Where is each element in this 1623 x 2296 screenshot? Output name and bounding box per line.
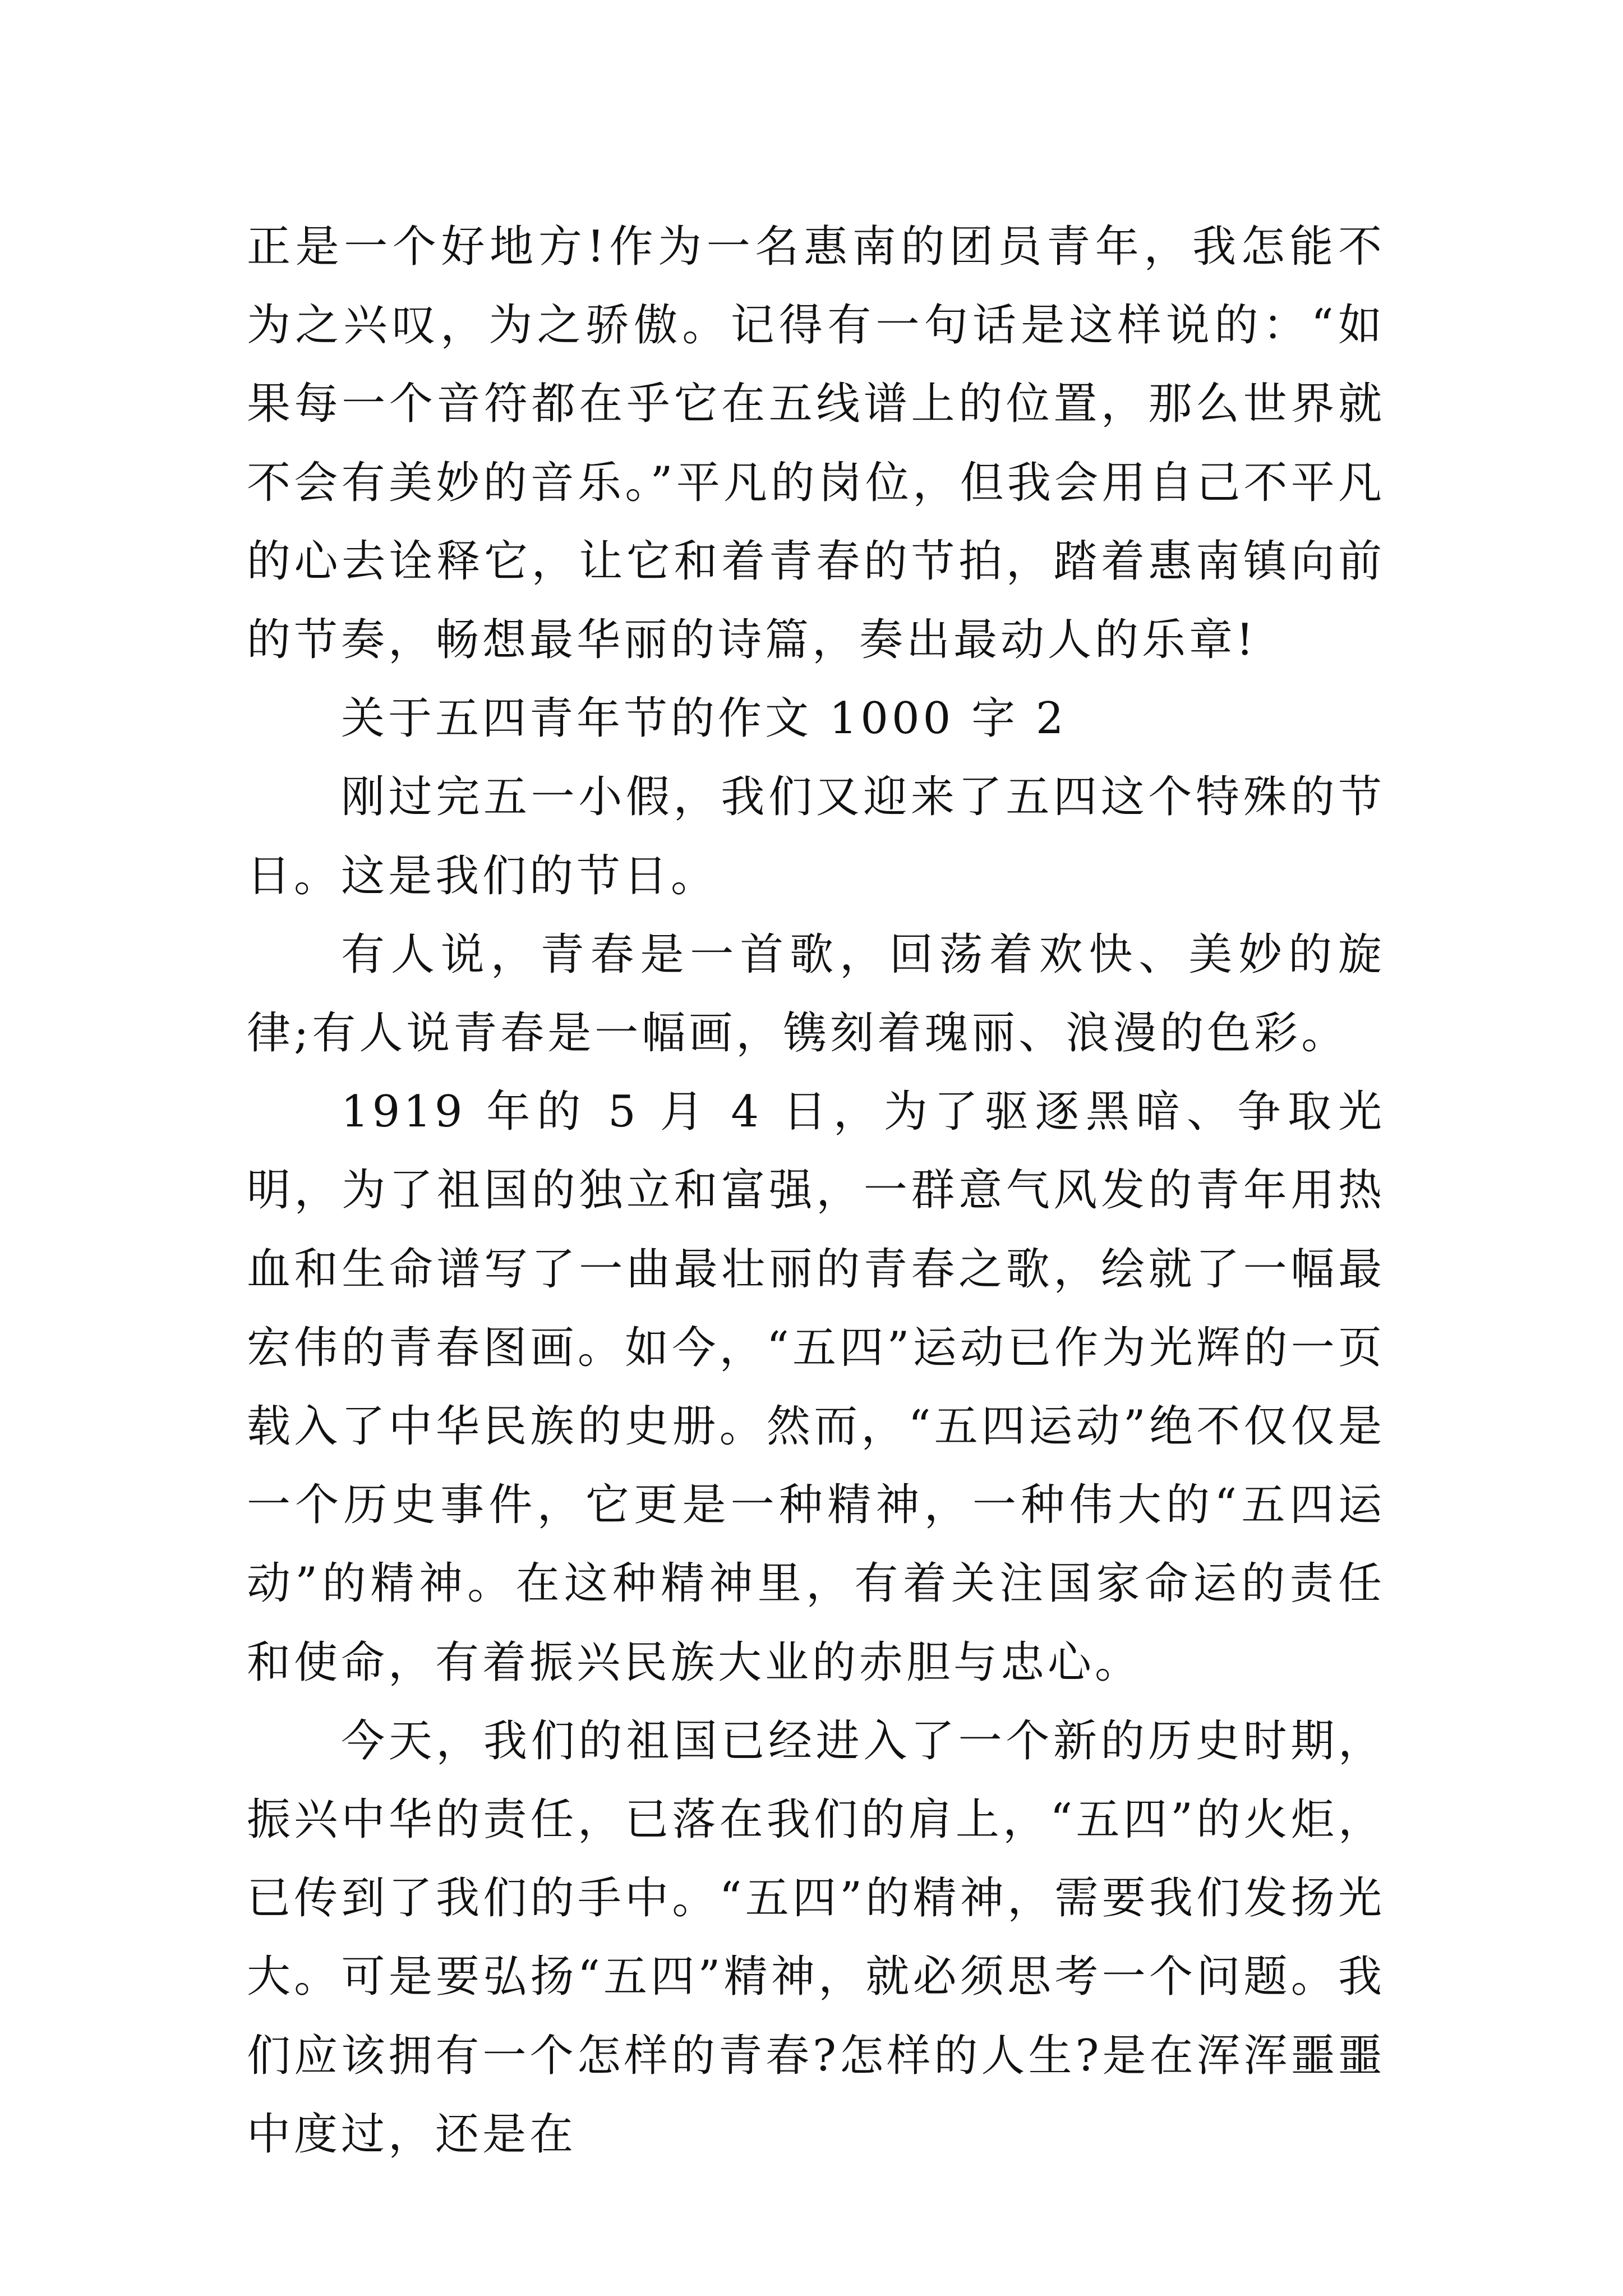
paragraph-2: 有人说，青春是一首歌，回荡着欢快、美妙的旋律;有人说青春是一幅画，镌刻着瑰丽、浪漫的色彩。 (247, 929, 1385, 1059)
paragraph-3: 1919 年的 5 月 4 日，为了驱逐黑暗、争取光明，为了祖国的独立和富强，一群意气风发的青年用热血和生命谱写了一曲最壮丽的青春之歌，绘就了一幅最宏伟的青春图画。如今，“五四”运动已作为光辉的一页载入了中华民族的史册。然而，“五四运动”绝不仅仅是一个历史事件，它更是一种精神，一种伟大的“五四运动”的精神。在这种精神里，有着关注国家命运的责任和使命，有着振兴民族大业的赤胆与忠心。 (247, 1087, 1385, 1688)
document-body (247, 208, 1385, 2174)
continuation-paragraph: 正是一个好地方!作为一名惠南的团员青年，我怎能不为之兴叹，为之骄傲。记得有一句话是这样说的：“如果每一个音符都在乎它在五线谱上的位置，那么世界就不会有美妙的音乐。”平凡的岗位，但我会用自己不平凡的心去诠释它，让它和着青春的节拍，踏着惠南镇向前的节奏，畅想最华丽的诗篇，奏出最动人的乐章! (247, 222, 1385, 666)
paragraph-4: 今天，我们的祖国已经进入了一个新的历史时期，振兴中华的责任，已落在我们的肩上，“五四”的火炬，已传到了我们的手中。“五四”的精神，需要我们发扬光大。可是要弘扬“五四”精神，就必须思考一个问题。我们应该拥有一个怎样的青春?怎样的人生?是在浑浑噩噩中度过，还是在 (247, 1715, 1385, 2160)
paragraph-1: 刚过完五一小假，我们又迎来了五四这个特殊的节日。这是我们的节日。 (247, 772, 1385, 901)
section-heading: 关于五四青年节的作文 1000 字 2 (341, 693, 1067, 744)
